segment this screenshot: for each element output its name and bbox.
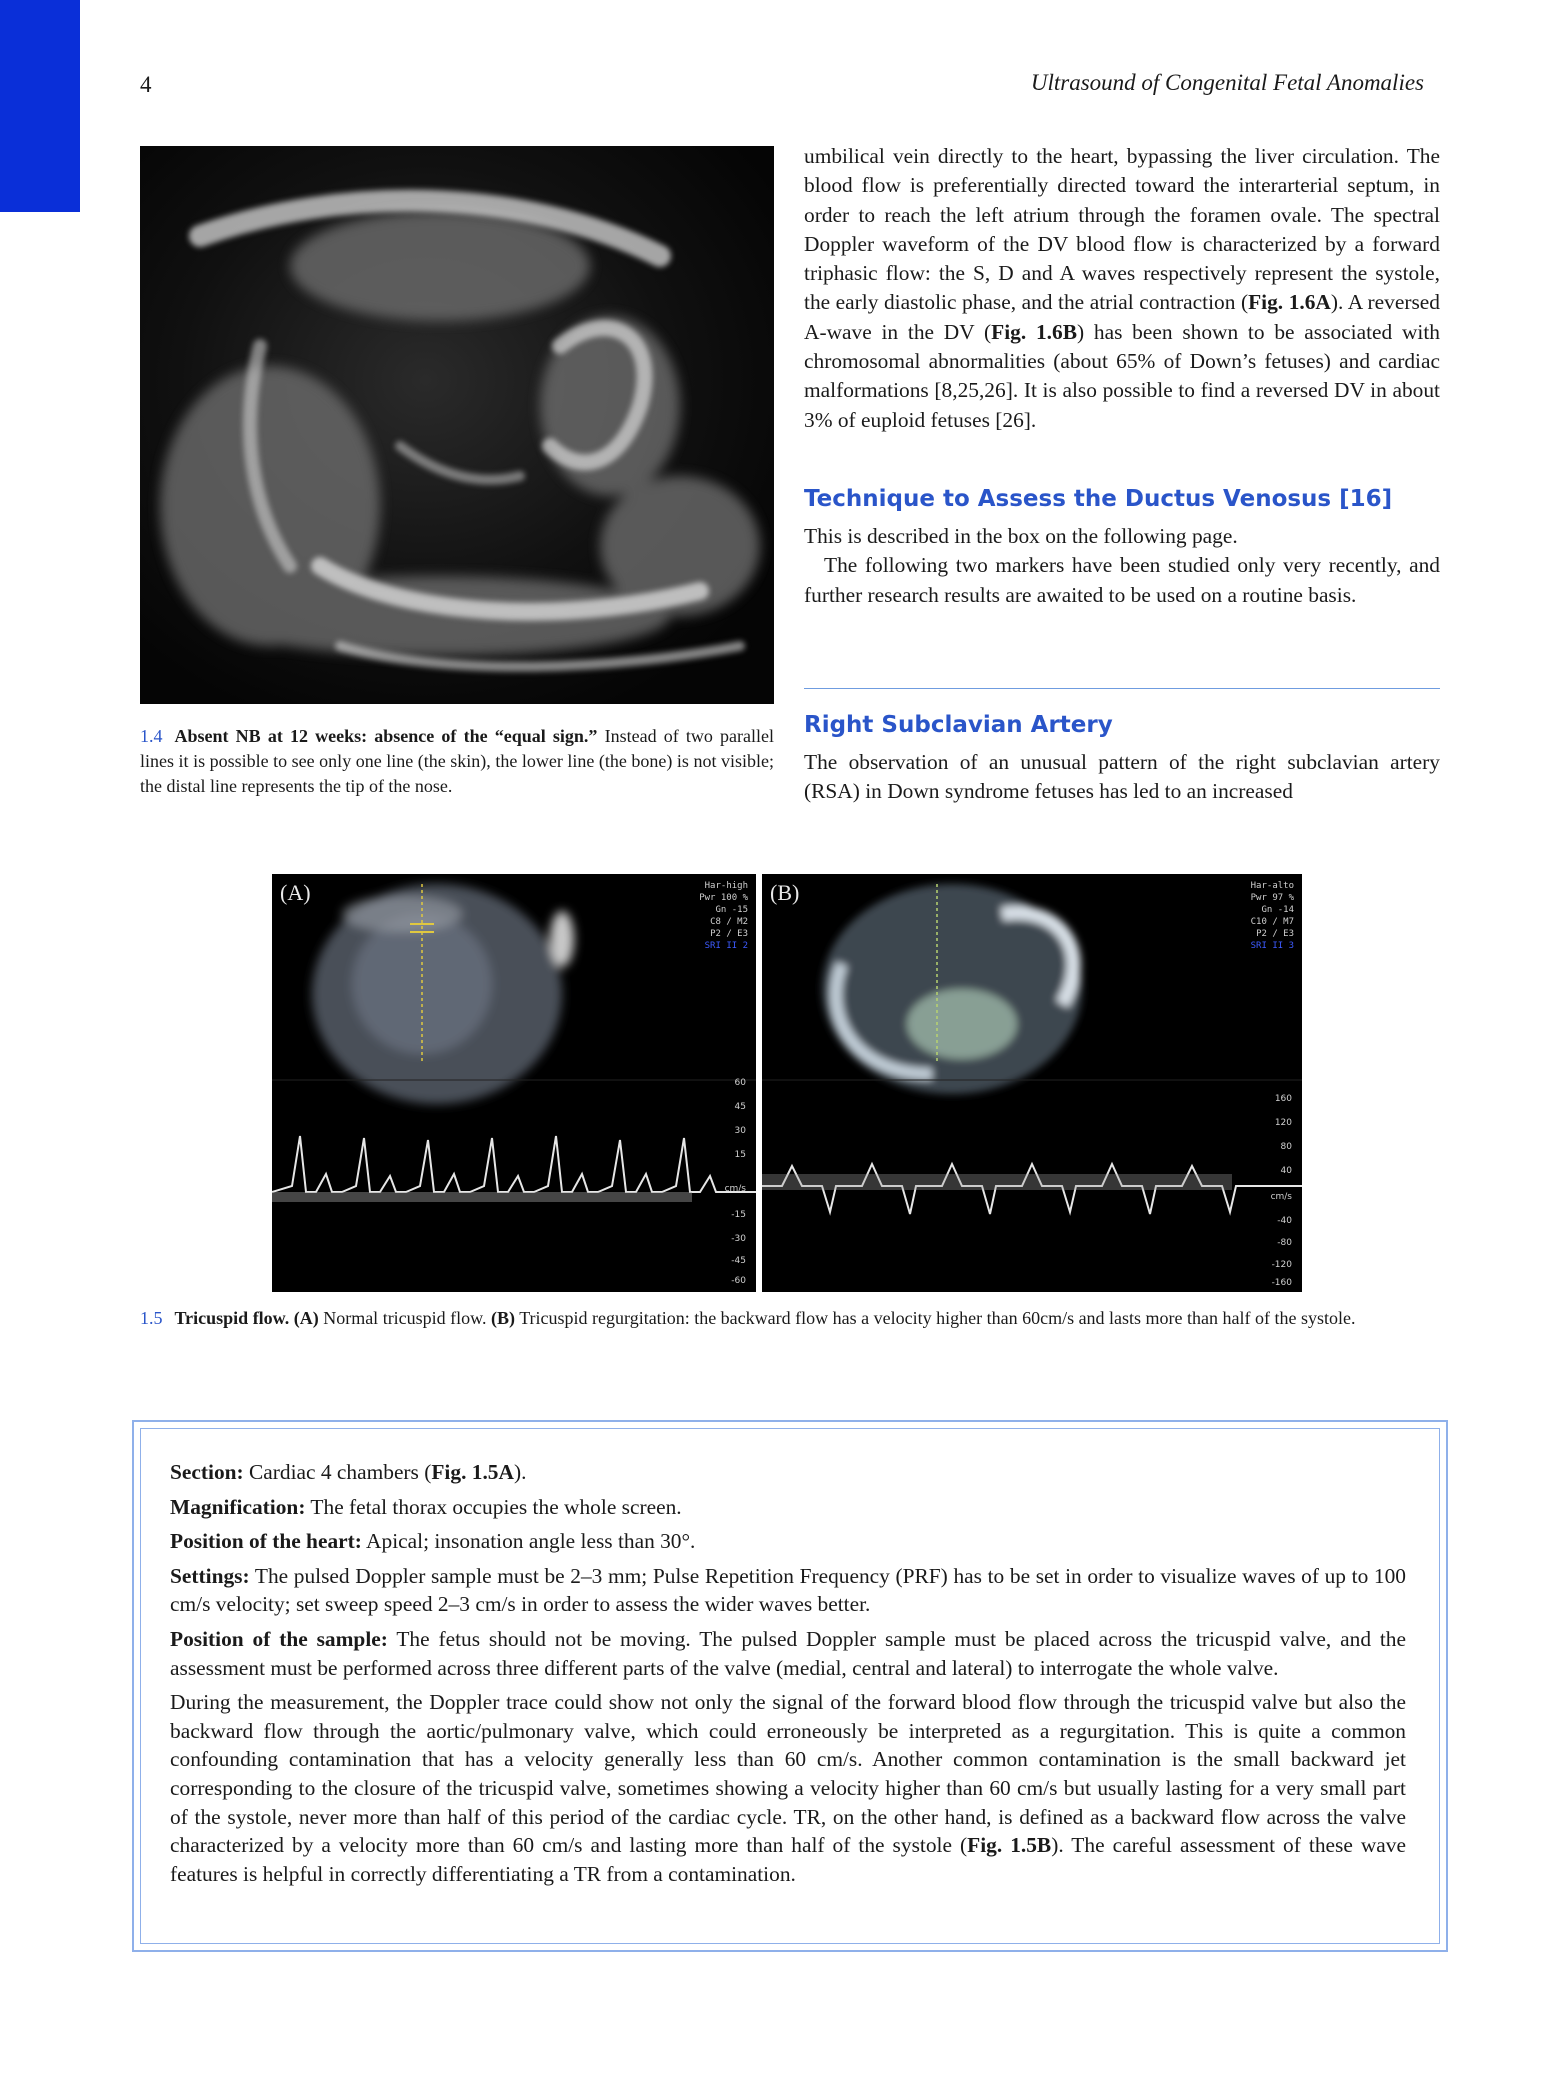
box-item-section: Section: Cardiac 4 chambers (Fig. 1.5A). xyxy=(170,1460,527,1484)
figure-1-5-panel-a xyxy=(272,874,756,1292)
velocity-scale-unit: cm/s xyxy=(724,1184,746,1194)
figure-ref: Fig. 1.6B xyxy=(991,319,1077,344)
box-item-magnification: Magnification: The fetal thorax occupies the whole screen. xyxy=(170,1494,682,1519)
velocity-scale-tick: -30 xyxy=(731,1234,746,1244)
velocity-scale-tick: -160 xyxy=(1271,1278,1292,1288)
technique-box xyxy=(132,1420,1448,1952)
ultrasound-settings-readout: Har-alto Pwr 97 % Gn -14 C10 / M7 P2 / E3 SRI II 3 xyxy=(1250,881,1294,951)
velocity-scale-tick: 160 xyxy=(1274,1094,1292,1104)
velocity-scale-tick: 15 xyxy=(734,1150,746,1160)
velocity-scale-tick: -40 xyxy=(1277,1216,1292,1226)
velocity-scale-tick: 120 xyxy=(1274,1118,1292,1128)
section-divider xyxy=(804,688,1440,689)
velocity-scale-tick: -120 xyxy=(1271,1260,1292,1270)
figure-number: 1.4 xyxy=(140,726,163,746)
box-item-settings: Settings: The pulsed Doppler sample must be 2–3 mm; Pulse Repetition Frequency (PRF) has to be set in order to visualize waves of up to 100 cm/s velocity; set sweep speed 2–3 cm/s in order to assess the wider waves better. xyxy=(170,1563,1406,1617)
velocity-scale-tick: -15 xyxy=(731,1210,746,1220)
body-text-column xyxy=(804,142,1440,435)
ultrasound-settings-readout: Har-high Pwr 100 % Gn -15 C8 / M2 P2 / E3 SRI II 2 xyxy=(699,881,748,951)
velocity-scale-tick: 30 xyxy=(734,1126,746,1136)
figure-1-4-ultrasound-image xyxy=(140,146,774,704)
panel-label: (A) xyxy=(280,880,311,905)
running-title: Ultrasound of Congenital Fetal Anomalies xyxy=(1030,70,1424,95)
section-heading-right-subclavian-artery: Right Subclavian Artery xyxy=(804,712,1113,738)
chapter-tab xyxy=(0,0,80,212)
box-paragraph-measurement: During the measurement, the Doppler trace could show not only the signal of the forward blood flow through the tricuspid valve but also the backward flow through the aortic/pulmonary valve, which could erroneously be interpreted as a regurgitation. This is quite a common confounding contamination that has a velocity generally less than 60 cm/s. Another common contamination is the small backward jet corresponding to the closure of the tricuspid valve, sometimes showing a velocity higher than 60 cm/s but usually lasting for a very small part of the systole, never more than half of this period of the cardiac cycle. TR, on the other hand, is defined as a backward flow across the valve characterized by a velocity more than 60 cm/s and lasting more than half of the systole (Fig. 1.5B). The careful assessment of these wave features is helpful in correctly differentiating a TR from a contamination. xyxy=(170,1690,1406,1886)
velocity-scale-tick: -80 xyxy=(1277,1238,1292,1248)
page-number: 4 xyxy=(140,72,152,97)
paragraph-dv-flow: umbilical vein directly to the heart, bypassing the liver circulation. The blood flow is preferentially directed toward the interarterial septum, in order to reach the left atrium through the foramen ovale. The spectral Doppler waveform of the DV blood flow is characterized by a forward triphasic flow: the S, D and A waves respectively represent the systole, the early diastolic phase, and the atrial contraction (Fig. 1.6A). A reversed A-wave in the DV (Fig. 1.6B) has been shown to be associated with chromosomal abnormalities (about 65% of Down’s fetuses) and cardiac malformations [8,25,26]. It is also possible to find a reversed DV in about 3% of euploid fetuses [26]. xyxy=(804,144,1440,432)
velocity-scale-tick: 80 xyxy=(1280,1142,1292,1152)
panel-label: (B) xyxy=(770,880,800,905)
velocity-scale-tick: 45 xyxy=(734,1102,746,1112)
body-text-column-3 xyxy=(804,748,1440,807)
velocity-scale-tick: 60 xyxy=(734,1078,746,1088)
technique-box-content xyxy=(170,1458,1406,1894)
caption-bold: Absent NB at 12 weeks: absence of the “equal sign.” xyxy=(174,726,598,746)
box-item-position-heart: Position of the heart: Apical; insonation angle less than 30°. xyxy=(170,1529,696,1554)
velocity-scale-tick: -45 xyxy=(731,1256,746,1266)
body-text-column-2 xyxy=(804,522,1440,610)
velocity-scale-unit: cm/s xyxy=(1270,1192,1292,1202)
figure-number: 1.5 xyxy=(140,1308,163,1328)
figure-1-4-caption xyxy=(140,724,774,799)
caption-text: Instead of two parallel lines it is possible to see only one line (the skin), the lower line (the bone) is not visible; the distal line represents the tip of the nose. xyxy=(140,726,775,796)
section-heading-ductus-venosus: Technique to Assess the Ductus Venosus [16] xyxy=(804,486,1393,512)
paragraph: This is described in the box on the following page. xyxy=(804,524,1238,548)
velocity-scale-tick: -60 xyxy=(731,1276,746,1286)
box-item-position-sample: Position of the sample: The fetus should not be moving. The pulsed Doppler sample must be placed across the tricuspid valve, and the assessment must be performed across three different parts of the valve (medial, central and lateral) to interrogate the whole valve. xyxy=(170,1626,1407,1680)
figure-ref: Fig. 1.6A xyxy=(1248,290,1331,315)
caption-bold: Tricuspid flow. xyxy=(174,1308,290,1328)
figure-1-5-panel-b xyxy=(762,874,1302,1292)
figure-1-5-caption: 1.5 Tricuspid flow. (A) Normal tricuspid flow. (B) Tricuspid regurgitation: the backward flow has a velocity higher than 60cm/s and lasts more than half of the systole. xyxy=(140,1308,1356,1328)
velocity-scale-tick: 40 xyxy=(1280,1166,1292,1176)
paragraph: The observation of an unusual pattern of the right subclavian artery (RSA) in Down syndrome fetuses has led to an increased xyxy=(804,750,1440,804)
paragraph: The following two markers have been studied only very recently, and further research results are awaited to be used on a routine basis. xyxy=(804,553,1440,607)
